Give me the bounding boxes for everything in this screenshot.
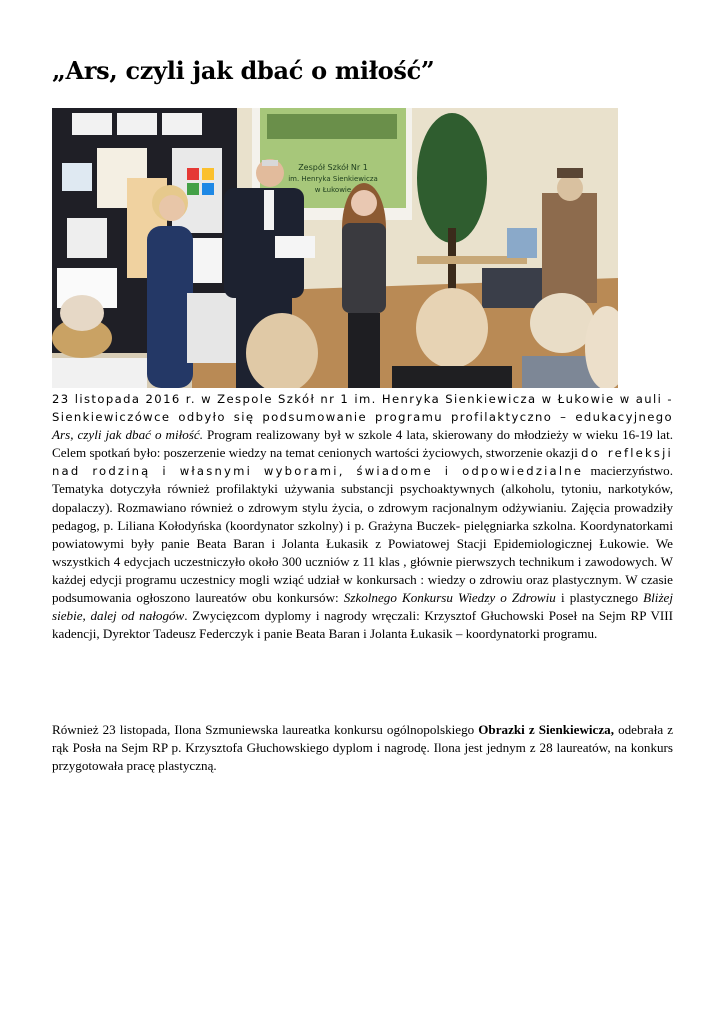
screen-text-line-1: Zespół Szkół Nr 1 xyxy=(298,163,368,172)
screen-text-line-3: w Łukowie xyxy=(314,186,352,194)
text-segment: 23 listopada 2016 r. w Zespole Szkół nr 1 im. Henryka Sienkiewicza w Łukowie w auli - Sienkiewiczówce odbyło się podsumowanie programu profilaktyczno – edukacyjnego xyxy=(52,392,673,425)
text-segment: Program realizowany był w szkole 4 lata, skierowany do młodzieży w wieku 16-19 lat. Celem spotkań było: poszerzenie wiedzy na temat cenionych wartości życiowych, stworzenie okazji xyxy=(52,427,673,461)
text-segment: i plastycznego xyxy=(555,590,644,606)
text-segment: . Zwycięzcom dyplomy i nagrody wręczali: Krzysztof Głuchowski Poseł na Sejm RP VIII kadencji, Dyrektor Tadeusz Federczyk i panie Beata Baran i Jolanta Łukasik – koordynatorki programu. xyxy=(52,608,673,642)
screen-text-line-2: im. Henryka Sienkiewicza xyxy=(288,175,378,183)
article-title: „Ars, czyli jak dbać o miłość” xyxy=(52,56,435,85)
paragraph-program-summary xyxy=(52,390,673,643)
contest-name-sienkiewicz: Obrazki z Sienkiewicza, xyxy=(478,722,615,737)
text-segment: do refleksji nad rodziną i własnymi wyborami, świadome i odpowiedzialne xyxy=(52,446,673,479)
text-segment: macierzyństwo. Tematyka dotyczyła również profilaktyki używania substancji psychoaktywnych (alkoholu, tytoniu, narkotyków, dopalaczy). Rozmawiano również o zdrowym stylu życia, o zdrowym racjonalnym odżywianiu. Zajęcia prowadziły pedagog, p. Liliana Kołodyńska (koordynator szkolny) i p. Grażyna Buczek- pielęgniarka szkolna. Koordynatorkami powiatowymi były panie Beata Baran i Jolanta Łukasik z Powiatowej Stacji Epidemiologicznej Łukowie. We wszystkich 4 edycjach uczestniczyło około 300 uczniów z 11 klas , głównie pierwszych technikum i zawodowych. W każdej edycji programu uczestnicy mogli wziąć udział w konkursach : wiedzy o zdrowiu oraz plastycznym. W czasie podsumowania ogłoszono laureatów obu konkursów: xyxy=(52,463,673,606)
text-segment: Również 23 listopada, Ilona Szmuniewska laureatka konkursu ogólnopolskiego xyxy=(52,722,479,737)
paragraph-laureate xyxy=(52,721,673,775)
event-photo xyxy=(52,108,618,388)
contest-name-art: Bliżej siebie, dalej od nałogów xyxy=(52,590,673,624)
program-name: Ars, czyli jak dbać o miłość. xyxy=(52,427,203,443)
text-segment: odebrała z rąk Posła na Sejm RP p. Krzysztofa Głuchowskiego dyplom i nagrodę. Ilona jest jednym z 28 laureatów, na konkurs przygotowała pracę plastyczną. xyxy=(52,722,674,774)
contest-name-health: Szkolnego Konkursu Wiedzy o Zdrowiu xyxy=(343,590,556,606)
